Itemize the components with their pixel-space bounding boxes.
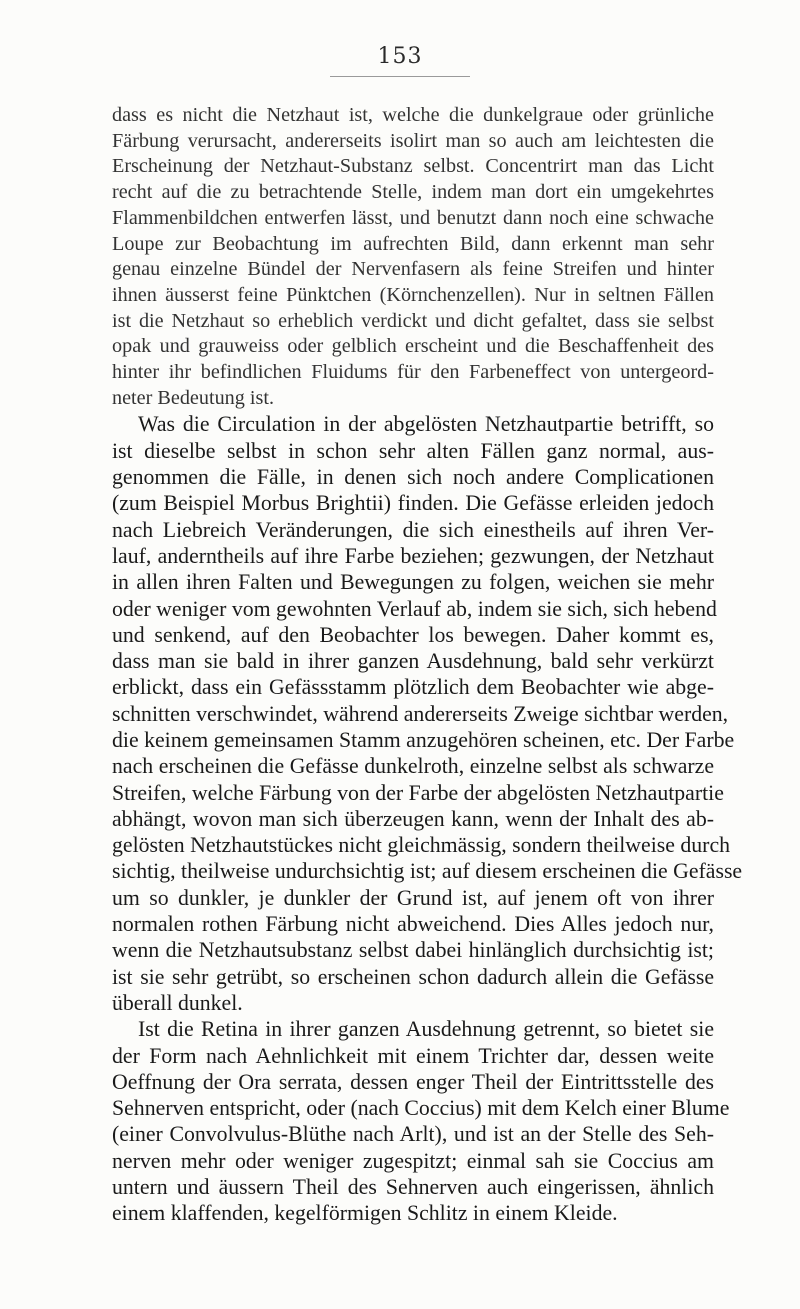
paragraph-3 [112,1016,730,1226]
text-line: oder weniger vom gewohnten Verlauf ab, indem sie sich, sich hebend [112,596,717,621]
text-line: (einer Convolvulus-Blüthe nach Arlt), und ist an der Stelle des Seh- [112,1122,714,1147]
text-line: ist die Netzhaut so erheblich verdickt und dicht gefaltet, dass sie selbst [112,309,714,332]
text-line: der Form nach Aehnlichkeit mit einem Trichter dar, dessen weite [112,1043,714,1068]
text-line: Erscheinung der Netzhaut-Substanz selbst. Concentrirt man das Licht [112,155,714,178]
text-line: die keinem gemeinsamen Stamm anzugehören scheinen, etc. Der Farbe [112,728,735,752]
text-line: schnitten verschwindet, während andererseits Zweige sichtbar werden, [112,701,729,726]
text-line: Färbung verursacht, andererseits isolirt man so auch am leichtesten die [112,129,714,152]
body-text [112,103,743,1227]
text-line: Was die Circulation in der abgelösten Netzhautpartie betrifft, so [138,412,714,437]
text-line: in allen ihren Falten und Bewegungen zu folgen, weichen sie mehr [112,570,714,595]
text-line: (zum Beispiel Morbus Brightii) finden. Die Gefässe erleiden jedoch [112,491,714,516]
paragraph-1 [112,103,714,411]
text-line: abhängt, wovon man sich überzeugen kann, wenn der Inhalt des ab- [112,806,714,831]
text-line: genau einzelne Bündel der Nervenfasern als feine Streifen und hinter [112,258,714,281]
text-line: recht auf die zu betrachtende Stelle, indem man dort ein umgekehrtes [112,181,714,204]
page-number-rule [330,76,470,77]
text-line: ist dieselbe selbst in schon sehr alten Fällen ganz normal, aus- [112,438,714,463]
text-line: genommen die Fälle, in denen sich noch andere Complicationen [112,465,714,490]
text-line: opak und grauweiss oder gelblich erscheint und die Beschaffenheit des [112,335,714,358]
text-line: um so dunkler, je dunkler der Grund ist, auf jenem oft von ihrer [112,885,714,910]
text-line: und senkend, auf den Beobachter los bewegen. Daher kommt es, [112,622,714,647]
text-line: erblickt, dass ein Gefässstamm plötzlich dem Beobachter wie abge- [112,675,714,700]
text-line: normalen rothen Färbung nicht abweichend. Dies Alles jedoch nur, [112,912,714,937]
page-number: 153 [377,44,423,69]
text-line: einem klaffenden, kegelförmigen Schlitz in einem Kleide. [112,1201,618,1226]
text-line: sichtig, theilweise undurchsichtig ist; auf diesem erscheinen die Gefässe [112,859,743,884]
paragraph-2 [112,411,743,1016]
text-line: Ist die Retina in ihrer ganzen Ausdehnung getrennt, so bietet sie [138,1017,714,1042]
text-line: ihnen äusserst feine Pünktchen (Körnchenzellen). Nur in seltnen Fällen [112,283,714,306]
text-line: überall dunkel. [112,990,243,1015]
text-line: Oeffnung der Ora serrata, dessen enger Theil der Eintrittsstelle des [112,1069,714,1094]
text-line: Streifen, welche Färbung von der Farbe der abgelösten Netzhautpartie [112,780,724,805]
text-line: Sehnerven entspricht, oder (nach Coccius) mit dem Kelch einer Blume [112,1096,730,1121]
text-line: dass es nicht die Netzhaut ist, welche die dunkelgraue oder grünliche [112,104,714,126]
text-line: gelösten Netzhautstückes nicht gleichmässig, sondern theilweise durch [112,833,731,858]
text-line: neter Bedeutung ist. [112,386,275,409]
text-line: untern und äussern Theil des Sehnerven auch eingerissen, ähnlich [112,1175,714,1200]
text-line: dass man sie bald in ihrer ganzen Ausdehnung, bald sehr verkürzt [112,649,714,674]
text-line: nach Liebreich Veränderungen, die sich einestheils auf ihren Ver- [112,517,714,542]
text-line: nach erscheinen die Gefässe dunkelroth, einzelne selbst als schwarze [112,754,714,779]
text-line: ist sie sehr getrübt, so erscheinen schon dadurch allein die Gefässe [112,964,714,989]
text-line: wenn die Netzhautsubstanz selbst dabei hinlänglich durchsichtig ist; [112,938,714,963]
text-line: Loupe zur Beobachtung im aufrechten Bild, dann erkennt man sehr [112,232,714,255]
text-line: Flammenbildchen entwerfen lässt, und benutzt dann noch eine schwache [112,206,714,229]
text-line: nerven mehr oder weniger zugespitzt; einmal sah sie Coccius am [112,1148,714,1173]
text-line: hinter ihr befindlichen Fluidums für den Farbeneffect von untergeord- [112,361,714,384]
text-line: lauf, anderntheils auf ihre Farbe beziehen; gezwungen, der Netzhaut [112,543,714,568]
